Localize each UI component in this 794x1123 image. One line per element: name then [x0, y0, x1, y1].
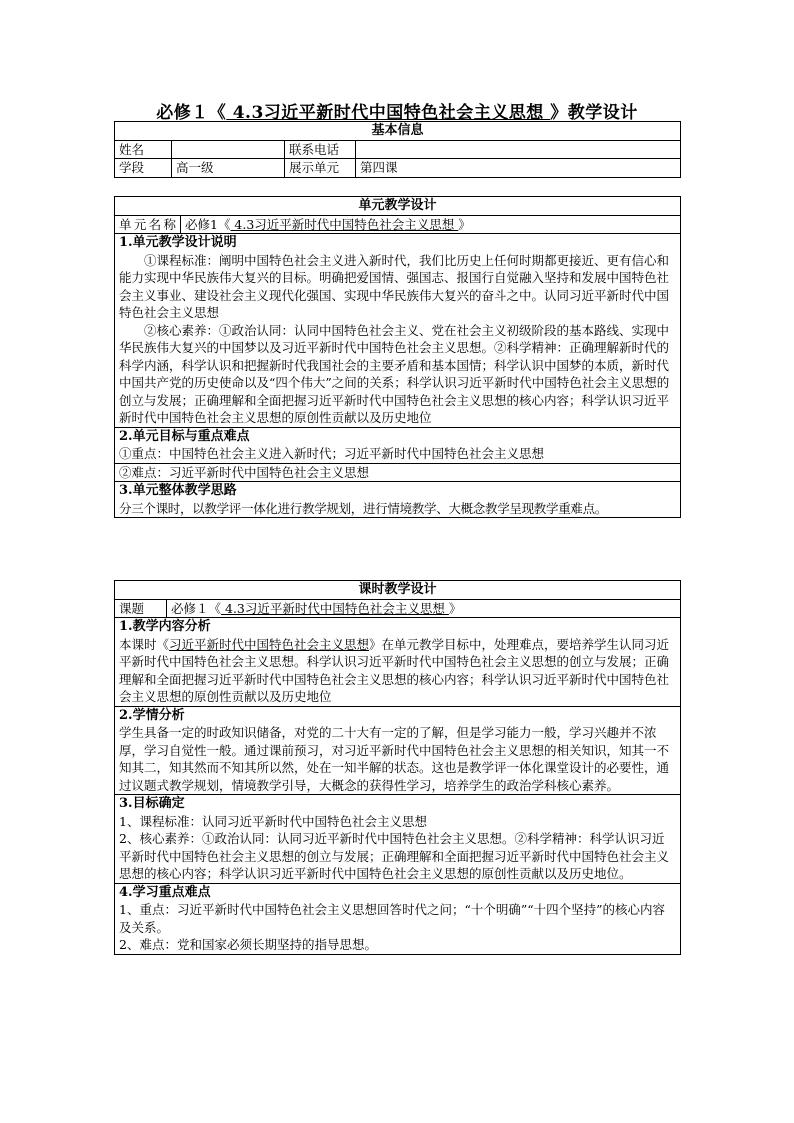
- unit-s2-key: ①重点：中国特色社会主义进入新时代；习近平新时代中国特色社会主义思想: [119, 446, 545, 461]
- lesson-s2-title: 2.学情分析: [119, 707, 185, 723]
- unit-s3-text: 分三个课时，以教学评一体化进行教学规划，进行情境教学、大概念教学呈现教学重难点。: [119, 500, 608, 516]
- title-suffix: 》教学设计: [550, 103, 638, 123]
- phone-value: [356, 140, 681, 159]
- unit-s1-title: 1.单元教学设计说明: [119, 235, 237, 250]
- lesson-design-header: 课时教学设计: [115, 581, 681, 600]
- unit-s3-title: 3.单元整体教学思路: [119, 483, 237, 498]
- unit-design-header: 单元教学设计: [115, 197, 681, 216]
- topic-value: [167, 599, 681, 618]
- name-value: [172, 140, 285, 159]
- lesson-section-4: [115, 883, 681, 954]
- lesson-section-2: [115, 706, 681, 795]
- unit-label: 展示单元: [285, 159, 356, 178]
- lesson-s1-pre: 本课时《: [119, 636, 170, 652]
- unit-name-value: [181, 215, 681, 234]
- lesson-s4-l1: 1、重点：习近平新时代中国特色社会主义思想回答时代之问；“十个明确”“十四个坚持”的核心内容及关系。: [119, 902, 666, 935]
- lesson-s2-text: 学生具备一定的时政知识储备，对党的二十大有一定的了解，但是学习能力一般，学习兴趣并不浓厚，学习自觉性一般。通过课前预习，对习近平新时代中国特色社会主义思想的相关知识，知其一不知其二，知其然而不知其所以然，处在一知半解的状态。这也是教学评一体化课堂设计的必要性，通过议题式教学规划，情境教学引导，大概念的获得性学习，培养学生的政治学科核心素养。: [119, 725, 670, 793]
- unit-section-2: [115, 427, 681, 463]
- unit-name-course: 4.3习近平新时代中国特色社会主义思想: [230, 216, 459, 232]
- topic-course: 4.3习近平新时代中国特色社会主义思想: [221, 600, 449, 616]
- title-course: 4.3习近平新时代中国特色社会主义思想: [226, 103, 551, 123]
- basic-info-header: 基本信息: [115, 122, 681, 141]
- unit-s1-competence: ②核心素养：①政治认同：认同中国特色社会主义、党在社会主义初级阶段的基本路线、实现中华民族伟大复兴的中国梦以及习近平新时代中国特色社会主义思想。②科学精神：正确理解新时代的科学内涵，科学认识和把握新时代我国社会的主要矛盾和基本国情；科学认识中国梦的本质，新时代中国共产党的历史使命以及“四个伟大”之间的关系；科学认识习近平新时代中国特色社会主义思想的创立与发展；正确理解和全面把握习近平新时代中国特色社会主义思想的核心内容；科学认识习近平新时代中国特色社会主义思想的原创性贡献以及历史地位: [119, 322, 670, 425]
- unit-s1-curriculum: ①课程标准：阐明中国特色社会主义进入新时代，我们比历史上任何时期都更接近、更有信心和能力实现中华民族伟大复兴的目标。明确把爱国情、强国志、报国行自觉融入坚持和发展中国特色社会主义事业、建设社会主义现代化强国、实现中华民族伟大复兴的奋斗之中。认同习近平新时代中国特色社会主义思想: [119, 252, 670, 320]
- unit-name-prefix: 必修1《: [185, 216, 231, 232]
- topic-suffix: 》: [448, 600, 462, 616]
- lesson-s1-course: 习近平新时代中国特色社会主义思想: [169, 636, 370, 652]
- unit-name-suffix: 》: [458, 216, 471, 232]
- lesson-s1-body: 》在单元教学目标中，处理难点，要培养学生认同习近平新时代中国特色社会主义思想。科学认识习近平新时代中国特色社会主义思想的创立与发展；正确理解和全面把握习近平新时代中国特色社会主义思想的核心内容；科学认识习近平新时代中国特色社会主义思想的原创性贡献以及历史地位: [119, 636, 670, 704]
- unit-section-1: [115, 234, 681, 428]
- unit-section-3: [115, 482, 681, 518]
- lesson-s4-l2: 2、难点：党和国家必须长期坚持的指导思想。: [119, 937, 377, 952]
- stage-label: 学段: [115, 159, 172, 178]
- phone-label: 联系电话: [285, 140, 356, 159]
- lesson-s3-title: 3.目标确定: [119, 796, 185, 811]
- lesson-s1-text: [119, 636, 676, 706]
- lesson-s1-title: 1.教学内容分析: [119, 619, 211, 634]
- topic-prefix: 必修１《: [171, 600, 222, 616]
- document-title: [0, 98, 794, 123]
- lesson-s4-title: 4.学习重点难点: [119, 884, 211, 900]
- stage-value: 高一级: [172, 159, 285, 178]
- lesson-s3-l1: 1、课程标准：认同习近平新时代中国特色社会主义思想: [119, 813, 427, 829]
- lesson-design-table: [114, 580, 681, 955]
- lesson-section-1: [115, 618, 681, 707]
- unit-name-label: 单元名称: [115, 215, 181, 234]
- name-label: 姓名: [115, 140, 172, 159]
- unit-s2-difficulty: ②难点：习近平新时代中国特色社会主义思想: [115, 463, 681, 482]
- topic-label: 课题: [115, 599, 167, 618]
- unit-design-table: [114, 196, 681, 518]
- unit-value: 第四课: [356, 159, 681, 178]
- lesson-section-3: [115, 795, 681, 884]
- basic-info-table: [114, 121, 681, 178]
- unit-s2-title: 2.单元目标与重点难点: [119, 428, 250, 444]
- lesson-s3-l2: 2、核心素养：①政治认同：认同习近平新时代中国特色社会主义思想。②科学精神：科学认识习近平新时代中国特色社会主义思想的创立与发展；正确理解和全面把握习近平新时代中国特色社会主义思想的核心内容；科学认识习近平新时代中国特色社会主义思想的原创性贡献以及历史地位。: [119, 831, 670, 881]
- title-prefix: 必修１《: [156, 103, 227, 123]
